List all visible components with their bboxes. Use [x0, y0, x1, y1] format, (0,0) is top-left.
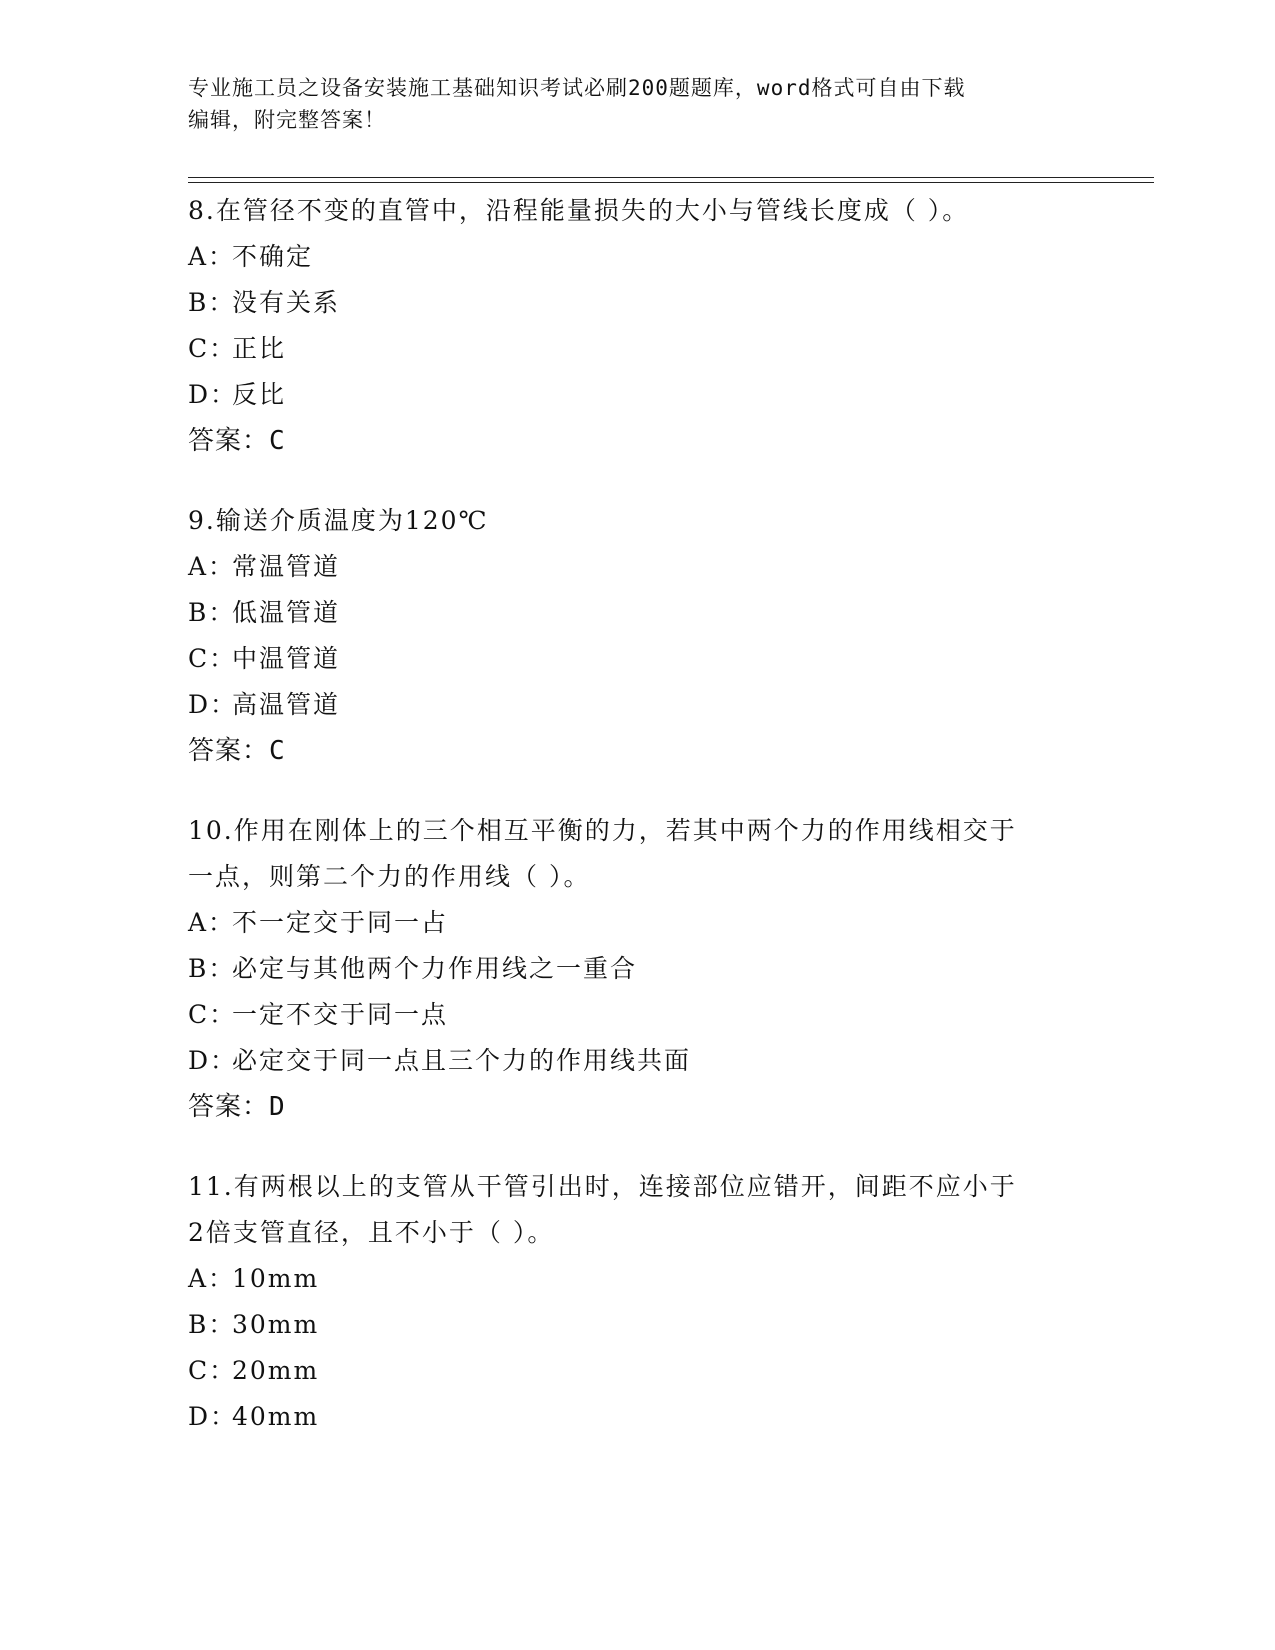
option-key: B：: [188, 598, 236, 627]
option-c: [188, 326, 1088, 372]
option-key: C：: [188, 334, 237, 363]
option-key: A：: [188, 242, 236, 271]
header-divider-bottom: [188, 182, 1154, 183]
option-a: [188, 544, 1088, 590]
answer-line: 答案：D: [188, 1092, 286, 1122]
option-text: 正比: [232, 334, 287, 363]
answer-line: 答案：C: [188, 736, 286, 766]
option-key: A：: [188, 908, 236, 937]
option-text: 不确定: [232, 242, 314, 271]
question-stem-line-2: 2倍支管直径，且不小于（ ）。: [188, 1218, 555, 1247]
option-key: A：: [188, 552, 236, 581]
question-list: [188, 188, 1088, 1474]
option-key: C：: [188, 1000, 237, 1029]
question-stem: 9.输送介质温度为120℃: [188, 506, 489, 535]
option-key: A：: [188, 1264, 236, 1293]
question-stem-line-1: 11.有两根以上的支管从干管引出时，连接部位应错开，间距不应小于: [188, 1172, 1017, 1201]
question-9: [188, 498, 1088, 774]
header-divider-top: [188, 177, 1154, 178]
question-stem: 8.在管径不变的直管中，沿程能量损失的大小与管线长度成（ ）。: [188, 196, 970, 225]
option-text: 30mm: [232, 1310, 320, 1339]
option-text: 必定与其他两个力作用线之一重合: [232, 954, 638, 983]
option-text: 必定交于同一点且三个力的作用线共面: [232, 1046, 692, 1075]
option-text: 没有关系: [232, 288, 341, 317]
option-a: [188, 900, 1088, 946]
option-text: 40mm: [232, 1402, 320, 1431]
question-8: [188, 188, 1088, 464]
option-key: B：: [188, 1310, 236, 1339]
option-b: [188, 280, 1088, 326]
option-key: C：: [188, 644, 237, 673]
option-b: [188, 946, 1088, 992]
option-d: [188, 1038, 1088, 1084]
option-key: C：: [188, 1356, 237, 1385]
option-key: D：: [188, 380, 238, 409]
option-key: B：: [188, 288, 236, 317]
question-stem-line-1: 10.作用在刚体上的三个相互平衡的力，若其中两个力的作用线相交于: [188, 816, 1017, 845]
option-d: [188, 682, 1088, 728]
option-a: [188, 1256, 1088, 1302]
question-10: [188, 808, 1088, 1130]
option-b: [188, 1302, 1088, 1348]
question-11: [188, 1164, 1088, 1440]
option-key: B：: [188, 954, 236, 983]
option-text: 不一定交于同一占: [232, 908, 449, 937]
header-line-1: 专业施工员之设备安装施工基础知识考试必刷200题题库，word格式可自由下载: [188, 76, 966, 100]
option-text: 一定不交于同一点: [232, 1000, 449, 1029]
option-b: [188, 590, 1088, 636]
document-header: [188, 72, 1088, 136]
option-d: [188, 372, 1088, 418]
option-c: [188, 1348, 1088, 1394]
answer-line: 答案：C: [188, 426, 286, 456]
question-stem-line-2: 一点，则第二个力的作用线（ ）。: [188, 862, 591, 891]
option-text: 中温管道: [232, 644, 341, 673]
option-text: 反比: [232, 380, 287, 409]
option-text: 低温管道: [232, 598, 341, 627]
option-text: 20mm: [232, 1356, 320, 1385]
option-key: D：: [188, 1402, 238, 1431]
option-c: [188, 992, 1088, 1038]
option-key: D：: [188, 690, 238, 719]
option-text: 高温管道: [232, 690, 341, 719]
option-d: [188, 1394, 1088, 1440]
option-text: 10mm: [232, 1264, 320, 1293]
option-c: [188, 636, 1088, 682]
option-text: 常温管道: [232, 552, 341, 581]
header-line-2: 编辑，附完整答案！: [188, 108, 386, 132]
option-key: D：: [188, 1046, 238, 1075]
option-a: [188, 234, 1088, 280]
